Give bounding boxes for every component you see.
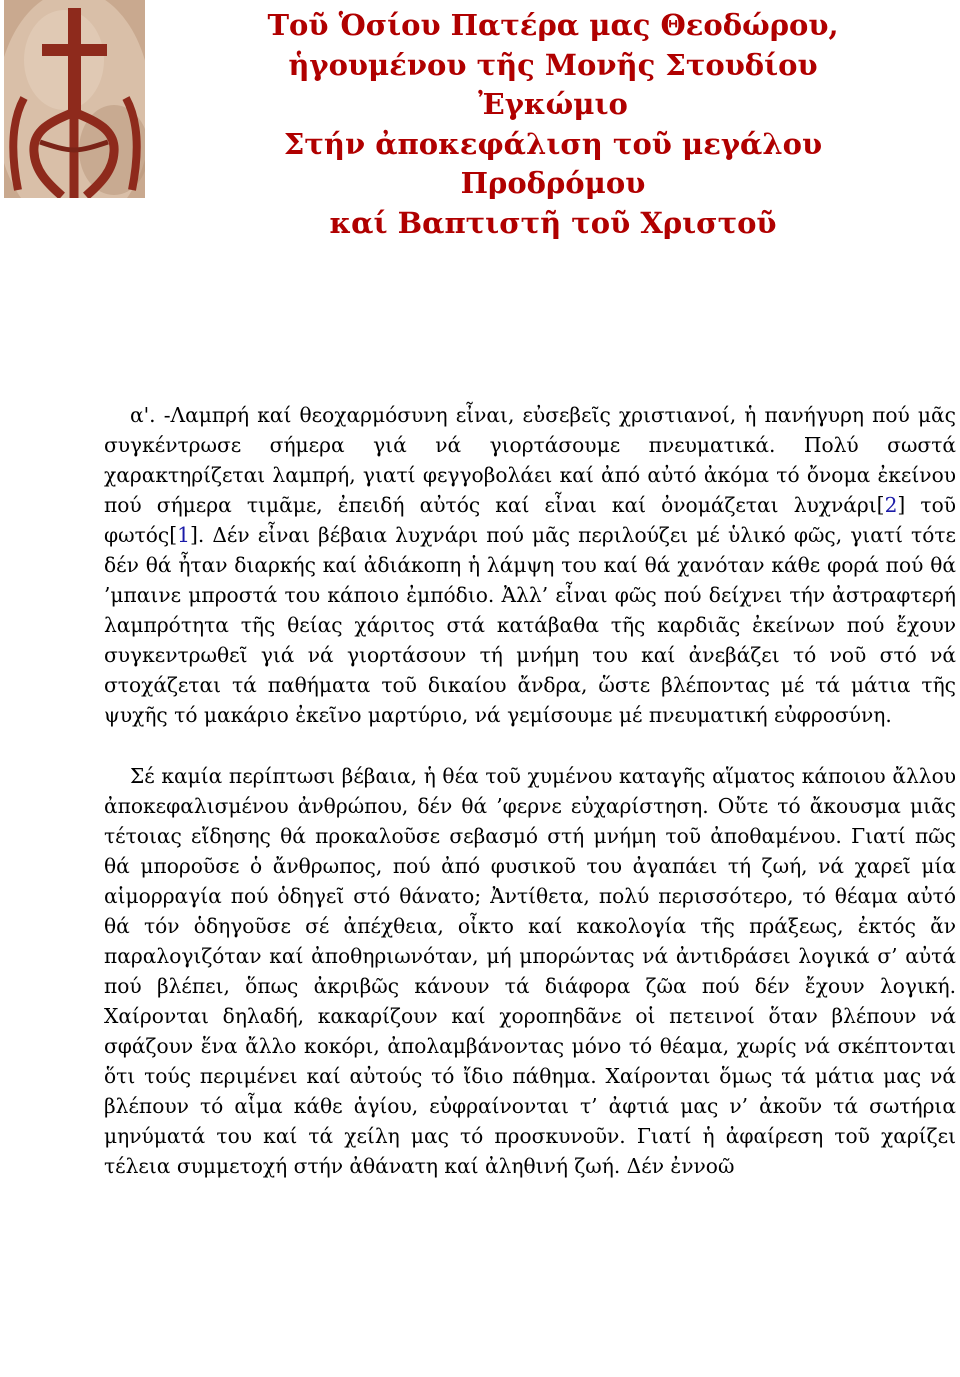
title-line-3: Ἐγκώμιο (478, 87, 628, 121)
cross-emblem-icon (4, 0, 145, 198)
document-body (104, 400, 956, 1181)
paragraph-1-text-c: ]. Δέν εἶναι βέβαια λυχνάρι πού μᾶς περιλούζει μέ ὑλικό φῶς, γιατί τότε δέν θά ἦταν διαρκής καί ἀδιάκοπη ἡ λάμψη του καί θά χανόταν κάθε φορά πού θά ’μπαινε μπροστά του κάποιο ἐμπόδιο. Ἀλλ’ εἶναι φῶς πού δείχνει τήν ἀστραφτερή λαμπρότητα τῆς θείας χάριτος στά κατάβαθα τῆς καρδιᾶς ἐκείνων πού ἔχουν συγκεντρωθεῖ γιά νά γιορτάσουν τή μνήμη του καί ἀνεβάζει τό νοῦ στό νά στοχάζεται τά παθήματα τοῦ δικαίου ἄνδρα, ὥστε βλέποντας μέ τά μάτια τῆς ψυχῆς τό μακάριο ἐκεῖνο μαρτύριο, νά γεμίσουμε μέ πνευματική εὐφροσύνη. (104, 523, 956, 728)
title-line-1: Τοῦ Ὁσίου Πατέρα μας Θεοδώρου, (267, 8, 839, 42)
footnote-ref-2[interactable]: 2 (884, 493, 898, 518)
title-line-2: ἡγουμένου τῆς Μονῆς Στουδίου (288, 47, 818, 82)
title-line-5: Προδρόμου (460, 166, 646, 200)
footnote-ref-1[interactable]: 1 (177, 523, 190, 548)
paragraph-2: Σέ καμία περίπτωσι βέβαια, ἡ θέα τοῦ χυμένου καταγῆς αἵματος κάποιου ἄλλου ἀποκεφαλισμένου ἀνθρώπου, δέν θά ’φερνε εὐχαρίστηση. Οὔτε τό ἄκουσμα μιᾶς τέτοιας εἴδησης θά προκαλοῦσε σεβασμό στή μνήμη τοῦ ἀποθαμένου. Γιατί πῶς θά μποροῦσε ὁ ἄνθρωπος, πού ἀπό φυσικοῦ του ἀγαπάει τή ζωή, νά χαρεῖ μία αἱμορραγία πού ὁδηγεῖ στό θάνατο; Ἀντίθετα, πολύ περισσότερο, τό θέαμα αὐτό θά τόν ὁδηγοῦσε σέ ἀπέχθεια, οἶκτο καί κακολογία τῆς πράξεως, ἐκτός ἄν παραλογιζόταν καί ἀποθηριωνόταν, μή μπορώντας νά ἀντιδράσει λογικά σ’ αὐτά πού βλέπει, ὅπως ἀκριβῶς κάνουν τά διάφορα ζῶα πού δέν ἔχουν λογική. Χαίρονται δηλαδή, κακαρίζουν καί χοροπηδᾶνε οἱ πετεινοί ὅταν βλέπουν νά σφάζουν ἕνα ἄλλο κοκόρι, ἀπολαμβάνοντας μόνο τό θέαμα, χωρίς νά σκέπτονται ὅτι τούς περιμένει καί αὐτούς τό ἴδιο πάθημα. Χαίρονται ὅμως τά μάτια μας νά βλέπουν τό αἷμα κάθε ἁγίου, εὐφραίνονται τ’ ἀφτιά μας ν’ ἀκοῦν τά σωτήρια μηνύματά του καί τά χείλη μας τό προσκυνοῦν. Γιατί ἡ ἀφαίρεση τοῦ χαρίζει τέλεια συμμετοχή στήν ἀθάνατη καί ἀληθινή ζωή. Δέν ἐννοῶ (104, 763, 956, 1179)
cross-emblem-image (4, 0, 145, 198)
title-line-4: Στήν ἀποκεφάλιση τοῦ μεγάλου (283, 126, 823, 161)
document-title (150, 6, 956, 243)
paragraph-1-text-a: α'. -Λαμπρή καί θεοχαρμόσυνη εἶναι, εὐσεβεῖς χριστιανοί, ἡ πανήγυρη πού μᾶς συγκέντρωσε σήμερα γιά νά γιορτάσουμε πνευματικά. Πολύ σωστά χαρακτηρίζεται λαμπρή, γιατί φεγγοβολάει καί ἀπό αὐτό ἀκόμα τό ὄνομα ἐκείνου πού σήμερα τιμᾶμε, ἐπειδή αὐτός καί εἶναι καί ὀνομάζεται λυχνάρι[ (104, 403, 956, 518)
title-line-6: καί Βαπτιστῆ τοῦ Χριστοῦ (329, 205, 777, 240)
paragraph-1-text-b: ] τοῦ φωτός[ (104, 493, 957, 548)
paragraph-1 (104, 400, 956, 731)
